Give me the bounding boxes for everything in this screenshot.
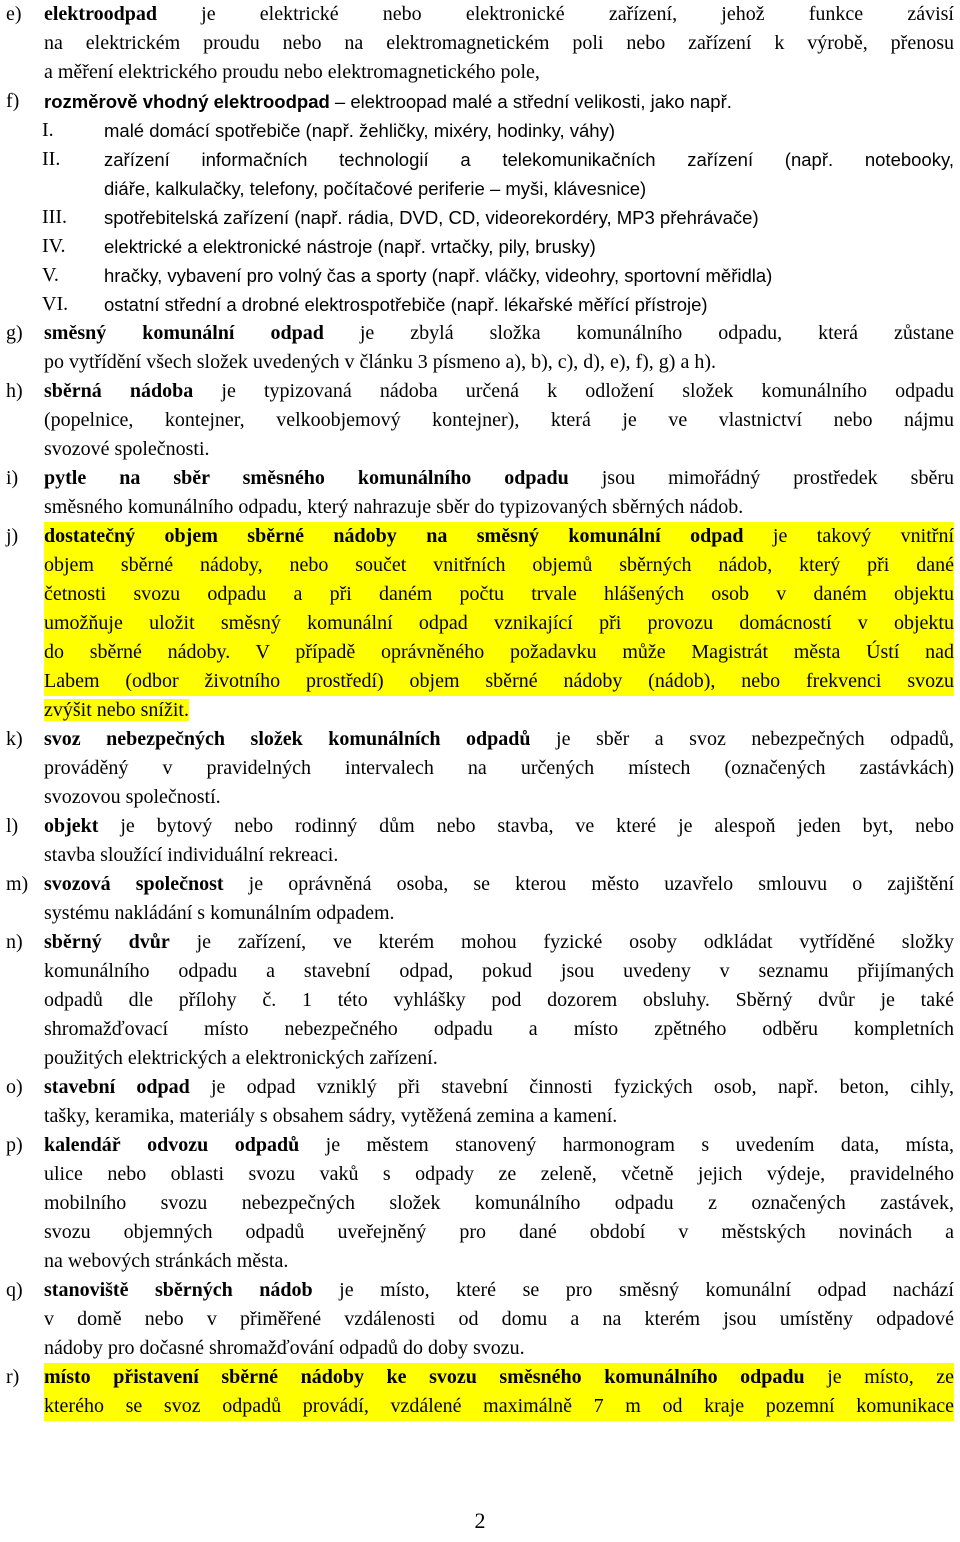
defined-term: objekt bbox=[44, 815, 99, 837]
sub-item-number: III. bbox=[42, 206, 67, 228]
definition-text: je místo, které se pro směsný komunální odpad nachází bbox=[312, 1279, 954, 1301]
definition-text: systému nakládání s komunálním odpadem. bbox=[44, 902, 395, 924]
defined-term: stavební odpad bbox=[44, 1076, 190, 1098]
item-marker: p) bbox=[6, 1134, 23, 1156]
definition-text: zvýšit nebo snížit. bbox=[44, 699, 189, 721]
definition-text: směsného komunálního odpadu, který nahrazuje sběr do typizovaných sběrných nádob. bbox=[44, 496, 744, 518]
item-marker: n) bbox=[6, 931, 23, 953]
definition-text: odpadů dle přílohy č. 1 této vyhlášky pod dozorem obsluhy. Sběrný dvůr je také bbox=[44, 989, 954, 1011]
defined-term: dostatečný objem sběrné nádoby na směsný komunální odpad bbox=[44, 525, 744, 547]
item-marker: q) bbox=[6, 1279, 23, 1301]
definition-text: je takový vnitřní bbox=[743, 525, 955, 547]
defined-term: kalendář odvozu odpadů bbox=[44, 1134, 300, 1156]
definition-text: je elektrické nebo elektronické zařízení, jehož funkce závisí bbox=[156, 3, 954, 25]
definition-text: je oprávněná osoba, se kterou město uzavřelo smlouvu o zajištění bbox=[223, 873, 954, 895]
defined-term: směsný komunální odpad bbox=[44, 322, 324, 344]
defined-term: elektroodpad bbox=[44, 3, 157, 25]
definition-text: prováděný v pravidelných intervalech na určených místech (označených zastávkách) bbox=[44, 757, 954, 779]
item-marker: k) bbox=[6, 728, 23, 750]
sub-item-number: II. bbox=[42, 148, 61, 170]
defined-term: rozměrově vhodný elektroodpad bbox=[44, 91, 330, 112]
sub-item-text: spotřebitelská zařízení (např. rádia, DVD, CD, videorekordéry, MP3 přehrávače) bbox=[104, 207, 759, 228]
definition-text: Labem (odbor životního prostředí) objem sběrné nádoby (nádob), nebo frekvenci svozu bbox=[44, 667, 954, 696]
sub-item-text: elektrické a elektronické nástroje (např. vrtačky, pily, brusky) bbox=[104, 236, 596, 257]
defined-term: stanoviště sběrných nádob bbox=[44, 1279, 313, 1301]
definition-text: svozovou společností. bbox=[44, 786, 221, 808]
definition-text: mobilního svozu nebezpečných složek komunálního odpadu z označených zastávek, bbox=[44, 1192, 954, 1214]
definition-text: kterého se svoz odpadů provádí, vzdálené maximálně 7 m od kraje pozemní komunikace bbox=[44, 1392, 954, 1421]
definition-text: komunálního odpadu a stavební odpad, pokud jsou uvedeny v seznamu přijímaných bbox=[44, 960, 954, 982]
defined-term: pytle na sběr směsného komunálního odpadu bbox=[44, 467, 569, 489]
definition-text: stavba sloužící individuální rekreaci. bbox=[44, 844, 339, 866]
definition-text: po vytřídění všech složek uvedených v článku 3 písmeno a), b), c), d), e), f), g) a h). bbox=[44, 351, 717, 373]
definition-text: v domě nebo v přiměřené vzdálenosti od domu a na kterém jsou umístěny odpadové bbox=[44, 1308, 954, 1330]
item-marker: i) bbox=[6, 467, 19, 489]
defined-term: sběrná nádoba bbox=[44, 380, 194, 402]
definition-text: je odpad vzniklý při stavební činnosti fyzických osob, např. beton, cihly, bbox=[189, 1076, 954, 1098]
item-marker: g) bbox=[6, 322, 23, 344]
defined-term: svozová společnost bbox=[44, 873, 224, 895]
definition-text: je místo, ze bbox=[804, 1366, 955, 1388]
definition-text: nádoby pro dočasné shromažďování odpadů do doby svozu. bbox=[44, 1337, 525, 1359]
definition-text: použitých elektrických a elektronických zařízení. bbox=[44, 1047, 438, 1069]
definition-text: je zbylá složka komunálního odpadu, která zůstane bbox=[323, 322, 955, 344]
defined-term: svoz nebezpečných složek komunálních odpadů bbox=[44, 728, 531, 750]
definition-text: ulice nebo oblasti svozu vaků s odpady ze zeleně, včetně jejich výdeje, pravidelného bbox=[44, 1163, 954, 1185]
item-marker: f) bbox=[6, 90, 20, 112]
item-marker: l) bbox=[6, 815, 19, 837]
sub-item-number: VI. bbox=[42, 293, 69, 315]
definition-text: svozu objemných odpadů uveřejněný pro dané období v městských novinách a bbox=[44, 1221, 954, 1243]
definition-text: tašky, keramika, materiály s obsahem sádry, vytěžená zemina a kamení. bbox=[44, 1105, 618, 1127]
definition-text: četnosti svozu odpadu a při daném počtu trvale hlášených osob v daném objektu bbox=[44, 580, 954, 609]
sub-item-text: zařízení informačních technologií a telekomunikačních zařízení (např. notebooky, bbox=[104, 149, 954, 170]
item-marker: h) bbox=[6, 380, 23, 402]
item-marker: m) bbox=[6, 873, 29, 895]
item-marker: e) bbox=[6, 3, 22, 25]
definition-text: a měření elektrického proudu nebo elektromagnetického pole, bbox=[44, 61, 540, 83]
sub-item-number: V. bbox=[42, 264, 59, 286]
definition-text: je městem stanovený harmonogram s uvedením data, místa, bbox=[299, 1134, 955, 1156]
definition-text: je typizovaná nádoba určená k odložení složek komunálního odpadu bbox=[193, 380, 954, 402]
definition-text: na elektrickém proudu nebo na elektromagnetickém poli nebo zařízení k výrobě, přenosu bbox=[44, 32, 954, 54]
sub-item-number: IV. bbox=[42, 235, 66, 257]
item-marker: o) bbox=[6, 1076, 23, 1098]
sub-item-text: diáře, kalkulačky, telefony, počítačové periferie – myši, klávesnice) bbox=[104, 178, 647, 199]
definition-text: umožňuje uložit směsný komunální odpad vznikající při provozu domácností v objektu bbox=[44, 609, 954, 638]
definition-text: do sběrné nádoby. V případě oprávněného požadavku může Magistrát města Ústí nad bbox=[44, 638, 954, 667]
item-marker: r) bbox=[6, 1366, 20, 1388]
defined-term: sběrný dvůr bbox=[44, 931, 170, 953]
definition-text: je bytový nebo rodinný dům nebo stavba, ve které je alespoň jeden byt, nebo bbox=[98, 815, 954, 837]
sub-item-number: I. bbox=[42, 119, 54, 141]
definition-text: jsou mimořádný prostředek sběru bbox=[568, 467, 955, 489]
definition-text: je sběr a svoz nebezpečných odpadů, bbox=[530, 728, 954, 750]
item-marker: j) bbox=[6, 525, 19, 547]
sub-item-text: malé domácí spotřebiče (např. žehličky, mixéry, hodinky, váhy) bbox=[104, 120, 615, 141]
definition-text: shromažďovací místo nebezpečného odpadu a místo zpětného odběru kompletních bbox=[44, 1018, 954, 1040]
defined-term: místo přistavení sběrné nádoby ke svozu směsného komunálního odpadu bbox=[44, 1366, 805, 1388]
definition-text: je zařízení, ve kterém mohou fyzické osoby odkládat vytříděné složky bbox=[169, 931, 955, 953]
definition-text: (popelnice, kontejner, velkoobjemový kontejner), která je ve vlastnictví nebo nájmu bbox=[44, 409, 954, 431]
definition-text: – elektroopad malé a střední velikosti, jako např. bbox=[329, 91, 732, 112]
definition-text: objem sběrné nádoby, nebo součet vnitřních objemů sběrných nádob, který při dané bbox=[44, 551, 954, 580]
sub-item-text: ostatní střední a drobné elektrospotřebiče (např. lékařské měřící přístroje) bbox=[104, 294, 708, 315]
definition-text: svozové společnosti. bbox=[44, 438, 210, 460]
page-number: 2 bbox=[474, 1508, 486, 1533]
sub-item-text: hračky, vybavení pro volný čas a sporty (např. vláčky, videohry, sportovní měřidla) bbox=[104, 265, 773, 286]
definition-text: na webových stránkách města. bbox=[44, 1250, 289, 1272]
